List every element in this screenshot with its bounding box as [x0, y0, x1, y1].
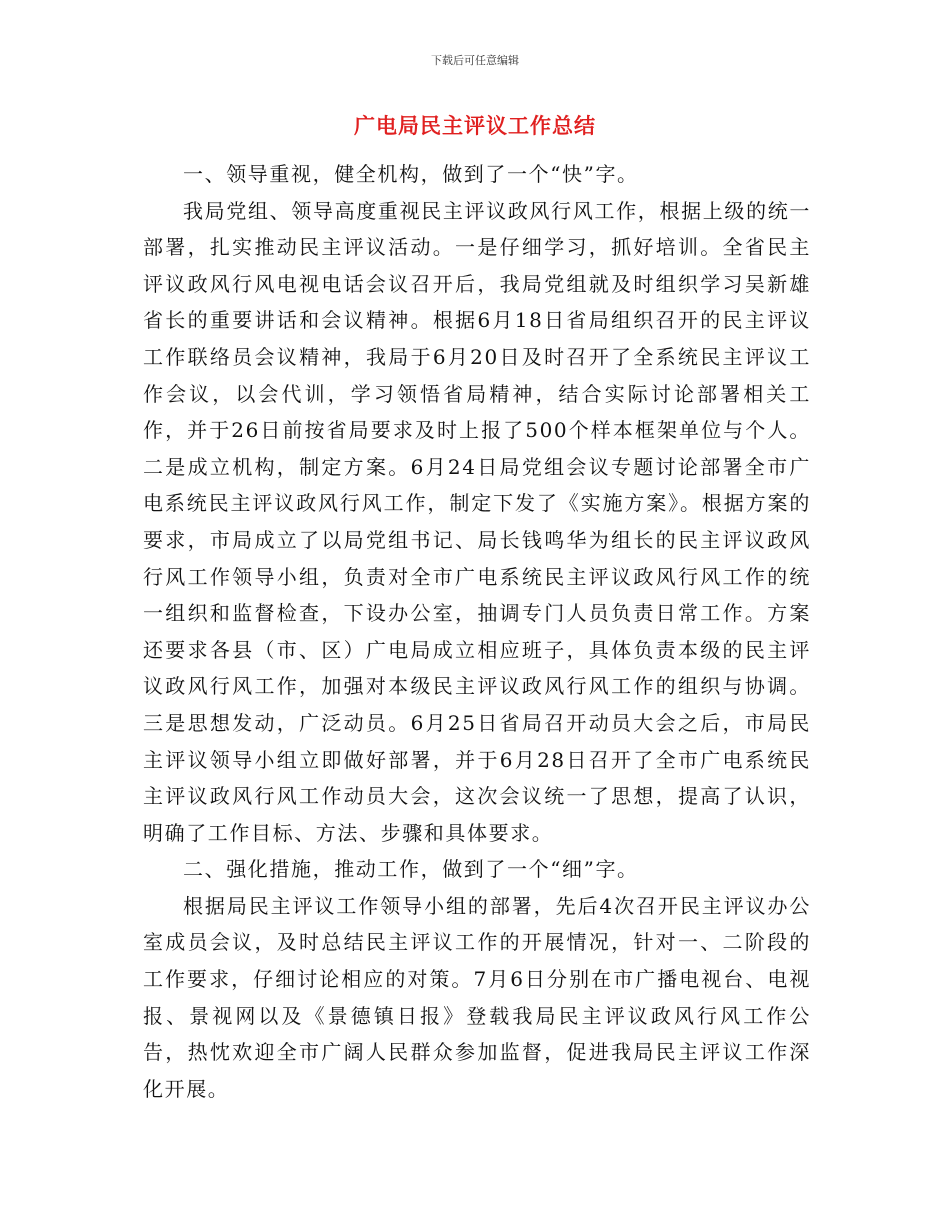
document-title: 广电局民主评议工作总结	[354, 114, 596, 138]
document-body	[143, 156, 811, 1107]
page-header-note: 下载后可任意编辑	[431, 54, 519, 67]
body-paragraph-1: 我局党组、领导高度重视民主评议政风行风工作，根据上级的统一部署，扎实推动民主评议活动。一是仔细学习，抓好培训。全省民主评议政风行风电视电话会议召开后，我局党组就及时组织学习吴新雄省长的重要讲话和会议精神。根据6月18日省局组织召开的民主评议工作联络员会议精神，我局于6月20日及时召开了全系统民主评议工作会议，以会代训，学习领悟省局精神，结合实际讨论部署相关工作，并于26日前按省局要求及时上报了500个样本框架单位与个人。二是成立机构，制定方案。6月24日局党组会议专题讨论部署全市广电系统民主评议政风行风工作，制定下发了《实施方案》。根据方案的要求，市局成立了以局党组书记、局长钱鸣华为组长的民主评议政风行风工作领导小组，负责对全市广电系统民主评议政风行风工作的统一组织和监督检查，下设办公室，抽调专门人员负责日常工作。方案还要求各县（市、区）广电局成立相应班子，具体负责本级的民主评议政风行风工作，加强对本级民主评议政风行风工作的组织与协调。三是思想发动，广泛动员。6月25日省局召开动员大会之后，市局民主评议领导小组立即做好部署，并于6月28日召开了全市广电系统民主评议政风行风工作动员大会，这次会议统一了思想，提高了认识，明确了工作目标、方法、步骤和具体要求。	[143, 198, 811, 845]
body-paragraph-2: 根据局民主评议工作领导小组的部署，先后4次召开民主评议办公室成员会议，及时总结民主评议工作的开展情况，针对一、二阶段的工作要求，仔细讨论相应的对策。7月6日分别在市广播电视台、电视报、景视网以及《景德镇日报》登载我局民主评议政风行风工作公告，热忱欢迎全市广阔人民群众参加监督，促进我局民主评议工作深化开展。	[143, 893, 811, 1101]
section-heading-2: 二、强化措施，推动工作，做到了一个“细”字。	[183, 857, 639, 882]
section-heading-1: 一、领导重视，健全机构，做到了一个“快”字。	[183, 162, 639, 186]
